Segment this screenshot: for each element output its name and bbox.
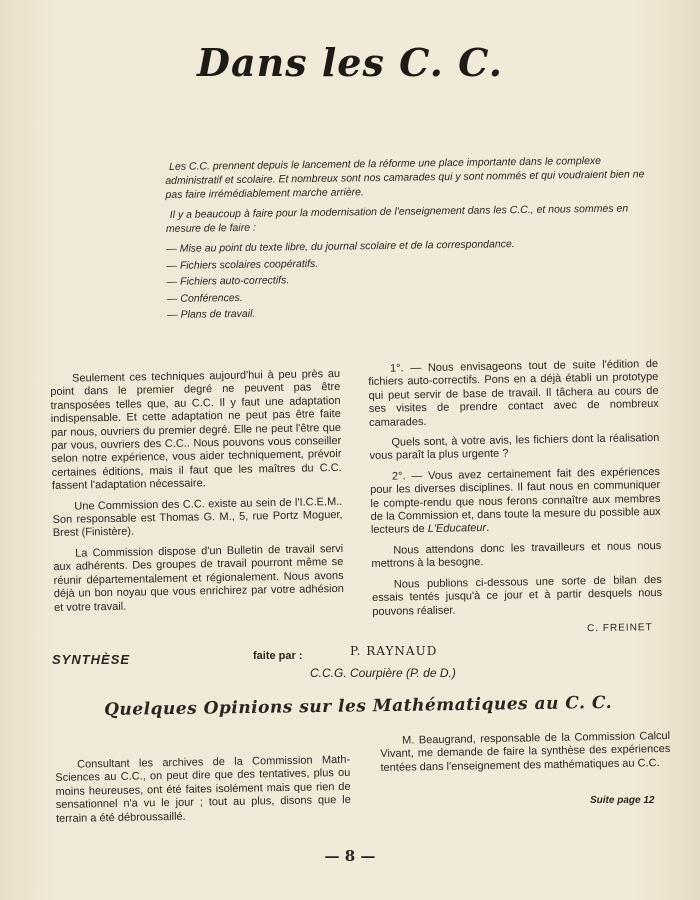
continuation-note: Suite page 12 <box>590 795 655 806</box>
body-paragraph: Nous attendons donc les travailleurs et nous nous mettrons à la besogne. <box>371 539 662 571</box>
body-paragraph: Nous publions ci-dessous une sorte de bilan des essais tentés jusqu'à ce jour et à partir desquels nous pouvons réaliser. <box>371 573 663 618</box>
body-paragraph: Consultant les archives de la Commission Math-Sciences au C.C., on peut dire que des tentatives, plus ou moins heureuses, ont été faites isolément mais que rien de sensationnel n'a vu le jour ; tout au plus, disons que le terrain a été débroussaillé. <box>55 753 351 825</box>
paragraph-text: . <box>486 522 490 535</box>
intro-block <box>165 153 662 324</box>
body-paragraph: Quels sont, à votre avis, les fichiers dont la réalisation vous paraît la plus urgente ? <box>369 431 660 463</box>
right-column <box>368 358 663 639</box>
left-column <box>50 368 344 622</box>
body-paragraph: 1°. — Nous envisageons tout de suite l'édition de fichiers auto-correctifs. Pons en a déjà établi un prototype qui peut servir de base de travail. Il tâchera au cours de ses visites de prendre contact avec de nombreux camarades. <box>368 357 659 429</box>
body-paragraph: Une Commission des C.C. existe au sein de l'I.C.E.M.. Son responsable est Thomas G. M., 5, rue Portz Moguer, Brest (Finistère). <box>52 495 343 540</box>
list-item: — Fichiers scolaires coopératifs. <box>166 257 319 272</box>
list-item: — Plans de travail. <box>167 307 256 321</box>
bottom-left-column <box>55 754 351 833</box>
body-paragraph: Seulement ces techniques aujourd'hui à peu près au point dans le premier degré ne peuvent pas être transposées telles que, au C.C. Il y faut une adaptation indispensable. Et cette adaptation ne peut pas être faite par nous, ouvriers du premier degré. Elle ne peut l'être que par vous, ouvriers des C.C.. Nous pouvons vous conseiller selon notre expérience, vous aider techniquement, prévoir certaines éditions, mais il faut que les maîtres du C.C. fassent l'adaptation nécessaire. <box>50 367 342 493</box>
page-number: — 8 — <box>324 847 376 865</box>
list-item: — Conférences. <box>166 291 243 305</box>
bottom-right-column <box>380 730 671 782</box>
journal-title: L'Educateur <box>427 522 487 536</box>
paragraph-text: 2°. — Vous avez certainement fait des expériences pour les diverses disciplines. Il faut nous en communiquer le compte-rendu que nous ferons connaître aux membres de la Commission et, dans toute la mesure du possible aux lecteurs de <box>370 465 661 537</box>
section-heading: Quelques Opinions sur les Mathématiques au C. C. <box>104 692 613 720</box>
intro-paragraph-2: Il y a beaucoup à faire pour la modernisation de l'enseignement dans les C.C., et nous sommes en mesure de le faire : <box>165 202 629 235</box>
page-title: Dans les C. C. <box>197 40 503 85</box>
author-place: C.C.G. Courpière (P. de D.) <box>310 666 456 680</box>
list-item: — Fichiers auto-correctifs. <box>166 274 290 288</box>
signature: C. FREINET <box>587 621 653 635</box>
list-item: — Mise au point du texte libre, du journal scolaire et de la correspondance. <box>166 238 515 255</box>
technique-list <box>166 235 662 322</box>
intro-paragraph-1: Les C.C. prennent depuis le lancement de la réforme une place importante dans le complexe administratif et scolaire. Et nombreux sont nos camarades qui y sont nommés et qui voudraient bien ne pas faire irrémédiablement marche arrière. <box>165 154 645 201</box>
body-paragraph: M. Beaugrand, responsable de la Commission Calcul Vivant, me demande de faire la synthèse des expériences tentées dans l'enseignement des mathématiques au C.C. <box>380 729 671 774</box>
body-paragraph <box>370 466 661 538</box>
synthese-label: SYNTHÈSE <box>52 652 131 667</box>
author-name: P. RAYNAUD <box>350 644 438 658</box>
faite-par-label: faite par : <box>253 650 303 662</box>
body-paragraph: La Commission dispose d'un Bulletin de travail servi aux adhérents. Des groupes de travail pourront même se réunir départementalement et régionalement. Nous avons déjà un bon noyau que vous enrichirez par votre adhésion et votre travail. <box>53 542 344 614</box>
